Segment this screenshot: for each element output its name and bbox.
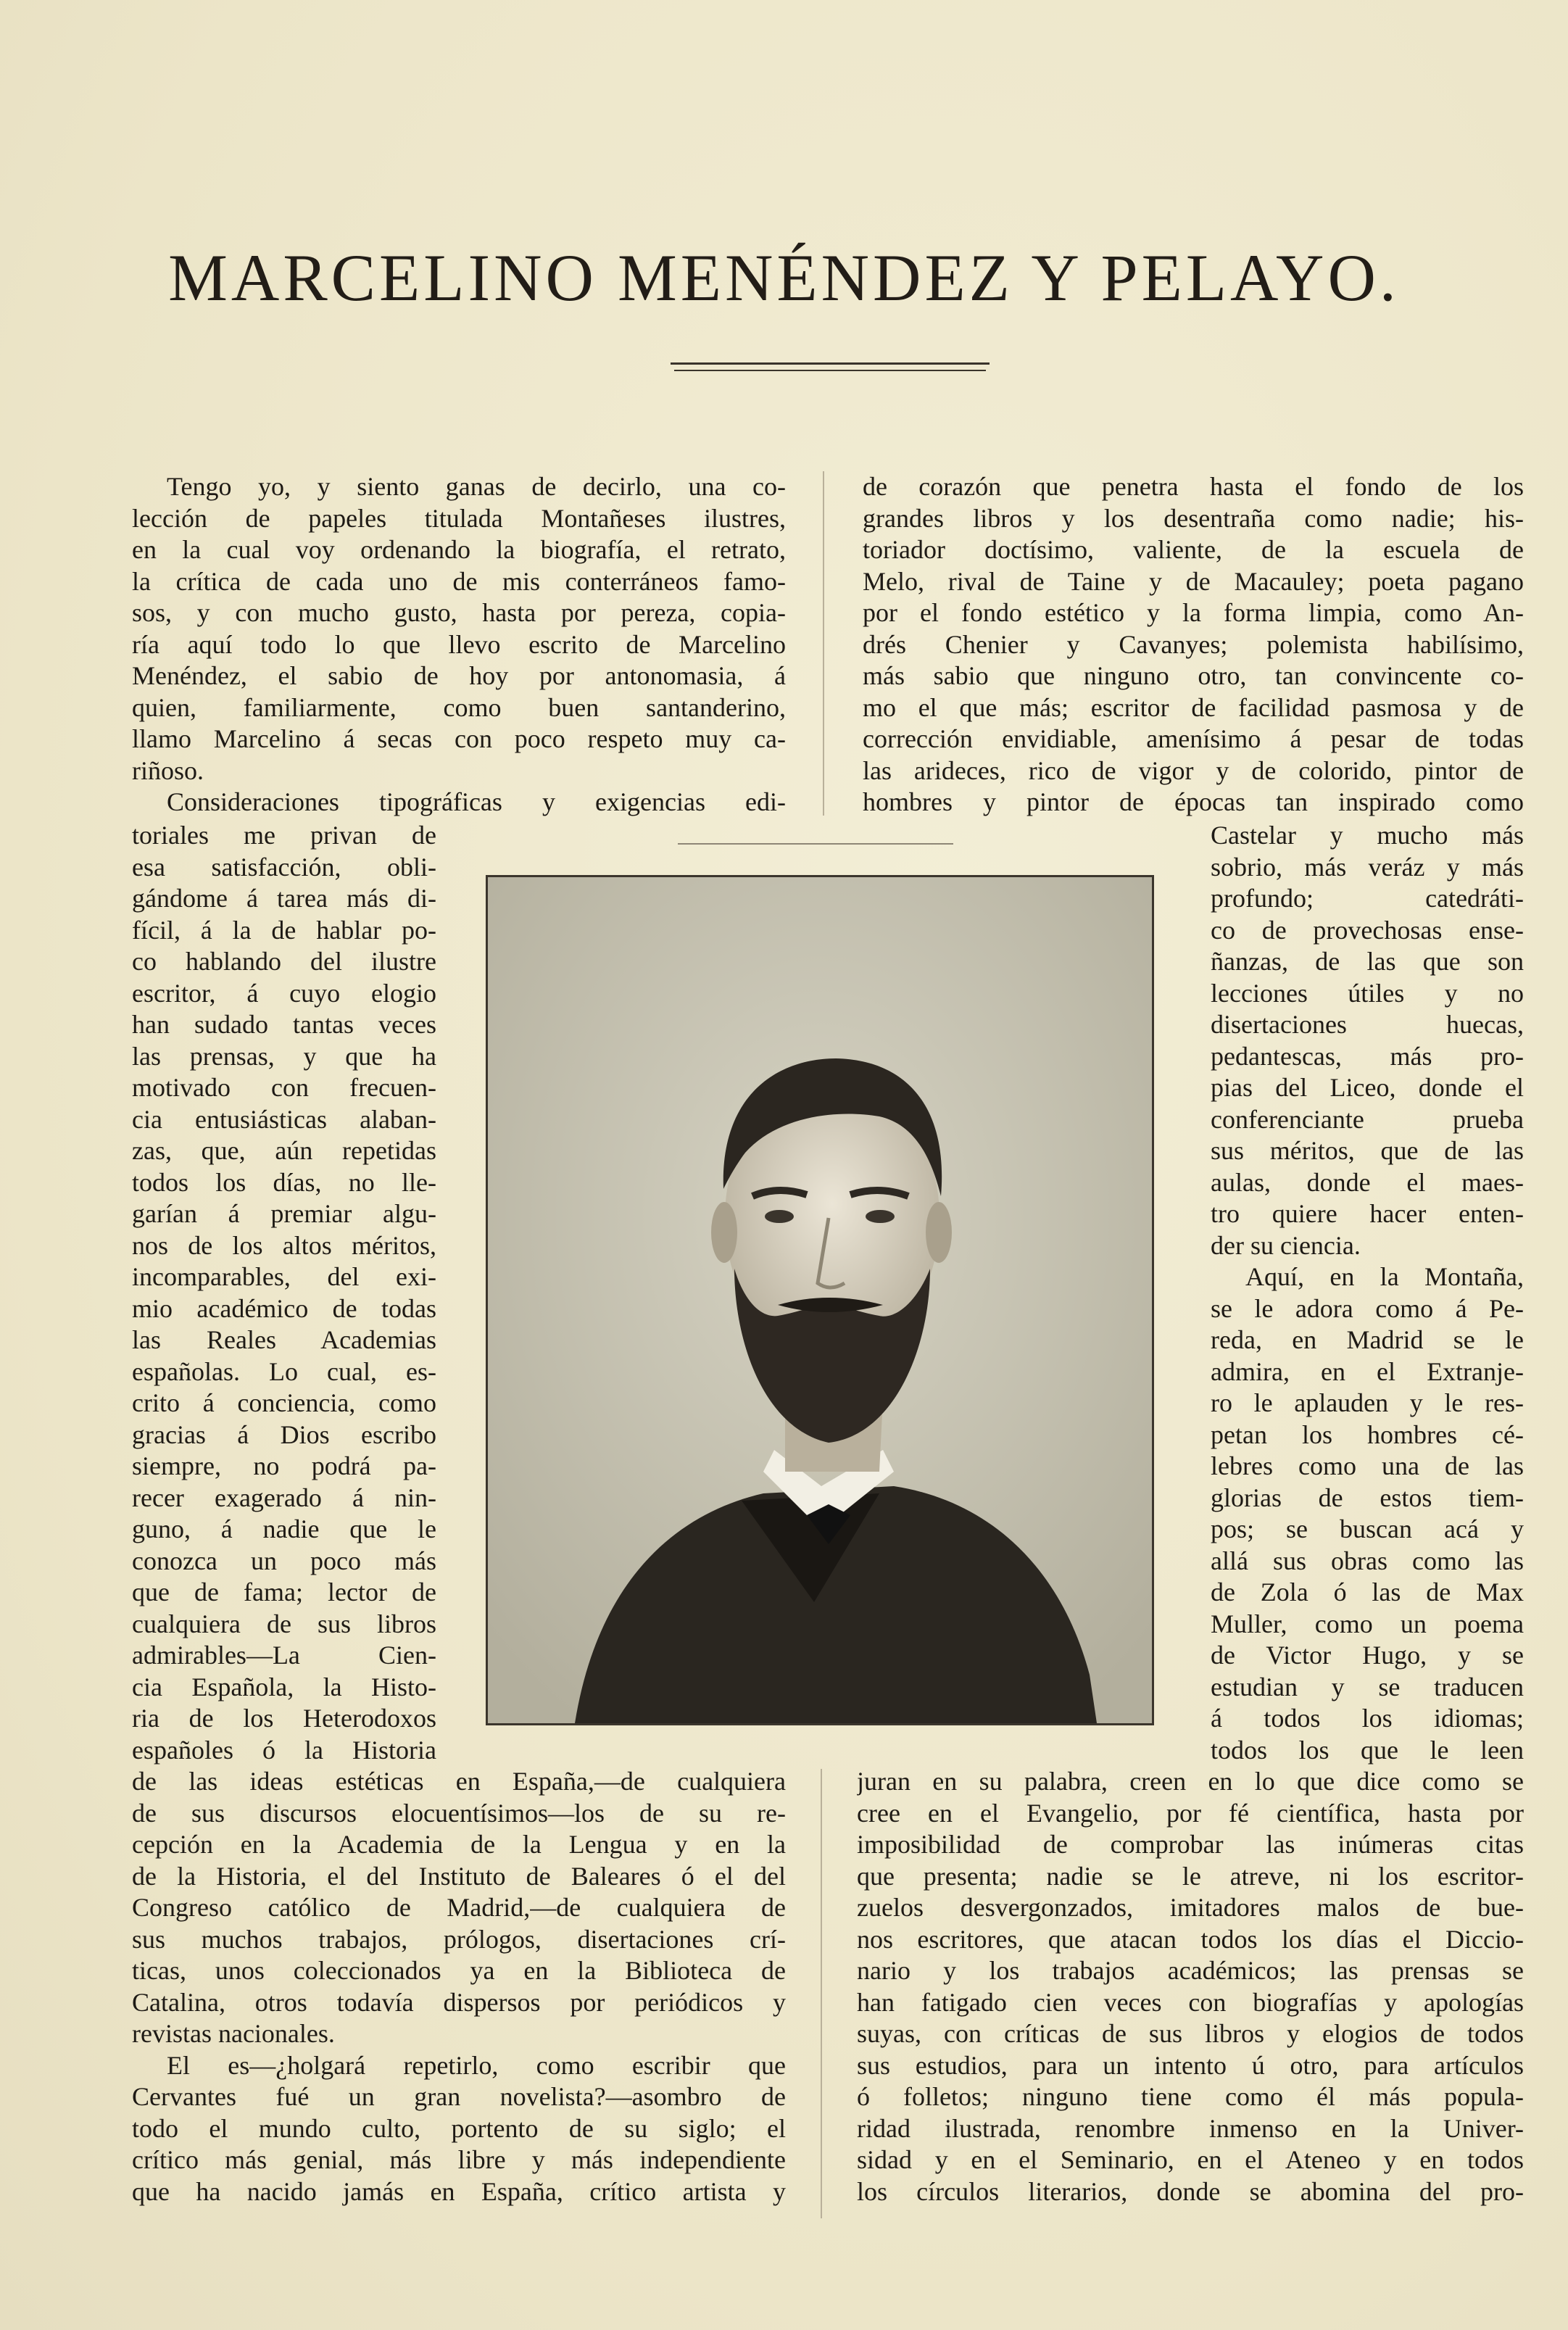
text-line: grandes libros y los desentraña como nadie; his-: [863, 503, 1524, 533]
text-line: pias del Liceo, donde el: [1211, 1073, 1524, 1102]
text-line: llamo Marcelino á secas con poco respeto muy ca-: [132, 724, 786, 753]
text-line: fícil, á la de hablar po-: [132, 915, 436, 945]
text-line: profundo; catedráti-: [1211, 884, 1524, 913]
text-line: corrección envidiable, amenísimo á pesar de todas: [863, 724, 1524, 753]
text-line: Menéndez, el sabio de hoy por antonomasia, á: [132, 661, 786, 690]
text-line: de las ideas estéticas en España,—de cualquiera: [132, 1767, 786, 1796]
text-line: Congreso católico de Madrid,—de cualquiera de: [132, 1893, 786, 1922]
text-line: Muller, como un poema: [1211, 1609, 1524, 1638]
text-line: pos; se buscan acá y: [1211, 1514, 1524, 1543]
text-line: las Reales Academias: [132, 1325, 436, 1354]
text-line: guno, á nadie que le: [132, 1514, 436, 1543]
text-line: toriales me privan de: [132, 821, 436, 850]
text-line: Tengo yo, y siento ganas de decirlo, una co-: [167, 472, 786, 501]
text-line: incomparables, del exi-: [132, 1262, 436, 1291]
text-line: cualquiera de sus libros: [132, 1609, 436, 1638]
text-line: que ha nacido jamás en España, crítico artista y: [132, 2176, 786, 2206]
text-line: de corazón que penetra hasta el fondo de los: [863, 472, 1524, 501]
text-line: en la cual voy ordenando la biografía, el retrato,: [132, 535, 786, 564]
text-line: de Zola ó las de Max: [1211, 1577, 1524, 1606]
text-line: que presenta; nadie se le atreve, ni los escritor-: [857, 1861, 1524, 1891]
text-line: recer exagerado á nin-: [132, 1483, 436, 1512]
text-line: ñanzas, de las que son: [1211, 947, 1524, 976]
text-line: ó folletos; ninguno tiene como él más popula-: [857, 2082, 1524, 2111]
text-line: zuelos desvergonzados, imitadores malos de bue-: [857, 1893, 1524, 1922]
text-line: nos de los altos méritos,: [132, 1230, 436, 1260]
text-line: Consideraciones tipográficas y exigencias edi-: [167, 787, 786, 816]
text-line: lebres como una de las: [1211, 1451, 1524, 1480]
text-line: hombres y pintor de épocas tan inspirado como: [863, 787, 1524, 816]
text-line: cia Española, la Histo-: [132, 1672, 436, 1701]
text-line: admirables—La Cien-: [132, 1641, 436, 1670]
title-rule: [671, 362, 990, 365]
text-line: de la Historia, el del Instituto de Baleares ó el del: [132, 1861, 786, 1891]
text-line: han sudado tantas veces: [132, 1010, 436, 1039]
text-line: los círculos literarios, donde se abomina del pro-: [857, 2176, 1524, 2206]
text-line: admira, en el Extranje-: [1211, 1356, 1524, 1386]
text-line: ro le aplauden y le res-: [1211, 1388, 1524, 1417]
text-line: ria de los Heterodoxos: [132, 1704, 436, 1733]
text-line: aulas, donde el maes-: [1211, 1167, 1524, 1197]
text-line: sus muchos trabajos, prólogos, disertaciones crí-: [132, 1924, 786, 1954]
text-line: tro quiere hacer enten-: [1211, 1199, 1524, 1228]
text-line: más sabio que ninguno otro, tan convincente co-: [863, 661, 1524, 690]
text-line: sos, y con mucho gusto, hasta por pereza, copia-: [132, 598, 786, 627]
text-line: Castelar y mucho más: [1211, 821, 1524, 850]
text-line: crito á conciencia, como: [132, 1388, 436, 1417]
text-line: escritor, á cuyo elogio: [132, 978, 436, 1008]
text-line: sobrio, más veráz y más: [1211, 852, 1524, 882]
text-line: han fatigado cien veces con biografías y apologías: [857, 1987, 1524, 2017]
text-line: allá sus obras como las: [1211, 1546, 1524, 1575]
text-line: Cervantes fué un gran novelista?—asombro de: [132, 2082, 786, 2111]
text-line: pedantescas, más pro-: [1211, 1041, 1524, 1071]
text-line: petan los hombres cé-: [1211, 1419, 1524, 1449]
text-line: revistas nacionales.: [132, 2019, 335, 2048]
text-line: sus estudios, para un intento ú otro, para artículos: [857, 2050, 1524, 2080]
text-line: El es—¿holgará repetirlo, como escribir que: [167, 2050, 786, 2080]
text-line: esa satisfacción, obli-: [132, 852, 436, 882]
text-line: cree en el Evangelio, por fé científica, hasta por: [857, 1798, 1524, 1828]
left-column-bottom: [132, 1766, 786, 2207]
left-column-narrow: [132, 820, 436, 1766]
text-line: mo el que más; escritor de facilidad pasmosa y de: [863, 692, 1524, 722]
text-line: nos escritores, que atacan todos los días el Diccio-: [857, 1924, 1524, 1954]
right-column-top: [863, 471, 1524, 818]
text-line: gándome á tarea más di-: [132, 884, 436, 913]
text-line: se le adora como á Pe-: [1211, 1293, 1524, 1323]
text-line: reda, en Madrid se le: [1211, 1325, 1524, 1354]
text-line: zas, que, aún repetidas: [132, 1136, 436, 1165]
text-line: las prensas, y que ha: [132, 1041, 436, 1071]
text-line: Aquí, en la Montaña,: [1245, 1262, 1524, 1291]
text-line: que de fama; lector de: [132, 1577, 436, 1606]
text-line: sus méritos, que de las: [1211, 1136, 1524, 1165]
text-line: nario y los trabajos académicos; las prensas se: [857, 1956, 1524, 1985]
text-line: lección de papeles titulada Montañeses ilustres,: [132, 503, 786, 533]
text-line: españoles ó la Historia: [132, 1735, 436, 1765]
text-line: garían á premiar algu-: [132, 1199, 436, 1228]
right-column-narrow: [1211, 820, 1524, 1766]
text-line: toriador doctísimo, valiente, de la escuela de: [863, 535, 1524, 564]
text-line: cepción en la Academia de la Lengua y en la: [132, 1830, 786, 1859]
text-line: conferenciante prueba: [1211, 1104, 1524, 1134]
text-line: imposibilidad de comprobar las inúmeras citas: [857, 1830, 1524, 1859]
text-line: drés Chenier y Cavanyes; polemista habilísimo,: [863, 629, 1524, 659]
left-column-top: [132, 471, 786, 818]
text-line: conozca un poco más: [132, 1546, 436, 1575]
portrait-photo: [486, 875, 1154, 1725]
portrait-separator: [678, 843, 953, 845]
text-line: quien, familiarmente, como buen santanderino,: [132, 692, 786, 722]
text-line: glorias de estos tiem-: [1211, 1483, 1524, 1512]
text-line: de Victor Hugo, y se: [1211, 1641, 1524, 1670]
column-divider-bottom: [821, 1769, 822, 2218]
text-line: todo el mundo culto, portento de su siglo; el: [132, 2113, 786, 2143]
text-line: der su ciencia.: [1211, 1230, 1361, 1260]
text-line: mio académico de todas: [132, 1293, 436, 1323]
column-divider-top: [823, 471, 824, 816]
text-line: suyas, con críticas de sus libros y elogios de todos: [857, 2019, 1524, 2048]
text-line: sidad y en el Seminario, en el Ateneo y en todos: [857, 2145, 1524, 2174]
text-line: motivado con frecuen-: [132, 1073, 436, 1102]
text-line: por el fondo estético y la forma limpia, como An-: [863, 598, 1524, 627]
text-line: á todos los idiomas;: [1211, 1704, 1524, 1733]
text-line: juran en su palabra, creen en lo que dice como se: [857, 1767, 1524, 1796]
text-line: ridad ilustrada, renombre inmenso en la Univer-: [857, 2113, 1524, 2143]
text-line: ría aquí todo lo que llevo escrito de Marcelino: [132, 629, 786, 659]
text-line: cia entusiásticas alaban-: [132, 1104, 436, 1134]
text-line: españolas. Lo cual, es-: [132, 1356, 436, 1386]
text-line: de sus discursos elocuentísimos—los de su re-: [132, 1798, 786, 1828]
text-line: todos los que le leen: [1211, 1735, 1524, 1765]
right-column-bottom: [857, 1766, 1524, 2207]
text-line: crítico más genial, más libre y más independiente: [132, 2145, 786, 2174]
text-line: estudian y se traducen: [1211, 1672, 1524, 1701]
text-line: gracias á Dios escribo: [132, 1419, 436, 1449]
text-line: ticas, unos coleccionados ya en la Biblioteca de: [132, 1956, 786, 1985]
article-title: MARCELINO MENÉNDEZ Y PELAYO.: [168, 241, 1400, 315]
text-line: las arideces, rico de vigor y de colorido, pintor de: [863, 755, 1524, 785]
text-line: disertaciones huecas,: [1211, 1010, 1524, 1039]
text-line: co hablando del ilustre: [132, 947, 436, 976]
text-line: Catalina, otros todavía dispersos por periódicos y: [132, 1987, 786, 2017]
text-line: Melo, rival de Taine y de Macauley; poeta pagano: [863, 566, 1524, 596]
text-line: co de provechosas ense-: [1211, 915, 1524, 945]
text-line: la crítica de cada uno de mis conterráneos famo-: [132, 566, 786, 596]
title-rule-thin: [674, 370, 986, 371]
text-line: todos los días, no lle-: [132, 1167, 436, 1197]
text-line: lecciones útiles y no: [1211, 978, 1524, 1008]
portrait-illustration: [488, 877, 1152, 1723]
text-line: riñoso.: [132, 755, 204, 785]
text-line: siempre, no podrá pa-: [132, 1451, 436, 1480]
